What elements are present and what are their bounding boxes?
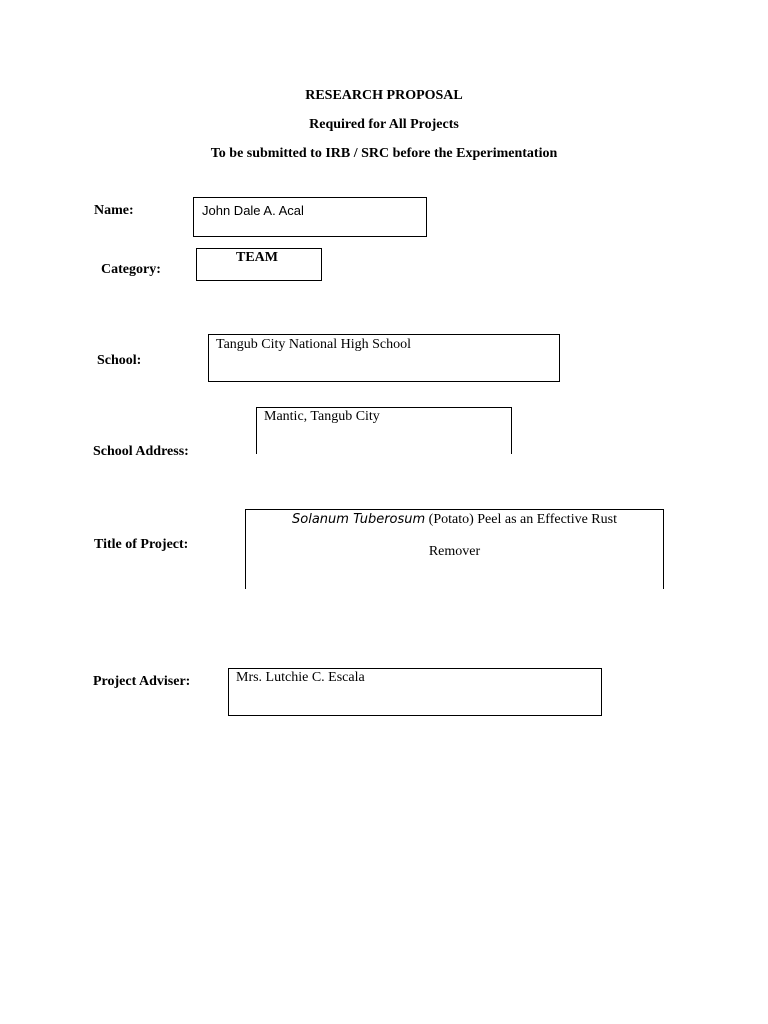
project-adviser-value: Mrs. Lutchie C. Escala	[236, 670, 365, 685]
project-title-label: Title of Project:	[94, 537, 189, 552]
project-title-italic: Solanum Tuberosum	[292, 512, 426, 527]
project-adviser-label: Project Adviser:	[93, 674, 191, 689]
school-label: School:	[97, 353, 142, 368]
school-address-field[interactable]	[256, 407, 512, 454]
form-title: RESEARCH PROPOSAL	[305, 88, 463, 103]
category-field[interactable]	[196, 248, 322, 281]
project-title-field[interactable]	[245, 509, 664, 589]
school-address-label: School Address:	[93, 444, 189, 459]
project-title-line-2: Remover	[428, 544, 481, 559]
school-address-value: Mantic, Tangub City	[264, 409, 380, 424]
project-title-line-1	[246, 512, 663, 528]
name-label: Name:	[94, 203, 134, 218]
form-subtitle: Required for All Projects	[309, 117, 459, 132]
name-value: John Dale A. Acal	[202, 203, 304, 218]
category-label: Category:	[101, 262, 161, 277]
school-field[interactable]	[208, 334, 560, 382]
project-adviser-field[interactable]	[228, 668, 602, 716]
category-value: TEAM	[236, 250, 278, 265]
project-title-line-1-rest: (Potato) Peel as an Effective Rust	[425, 512, 617, 527]
form-instruction: To be submitted to IRB / SRC before the Experimentation	[210, 146, 558, 161]
name-field[interactable]	[193, 197, 427, 237]
school-value: Tangub City National High School	[216, 337, 412, 352]
